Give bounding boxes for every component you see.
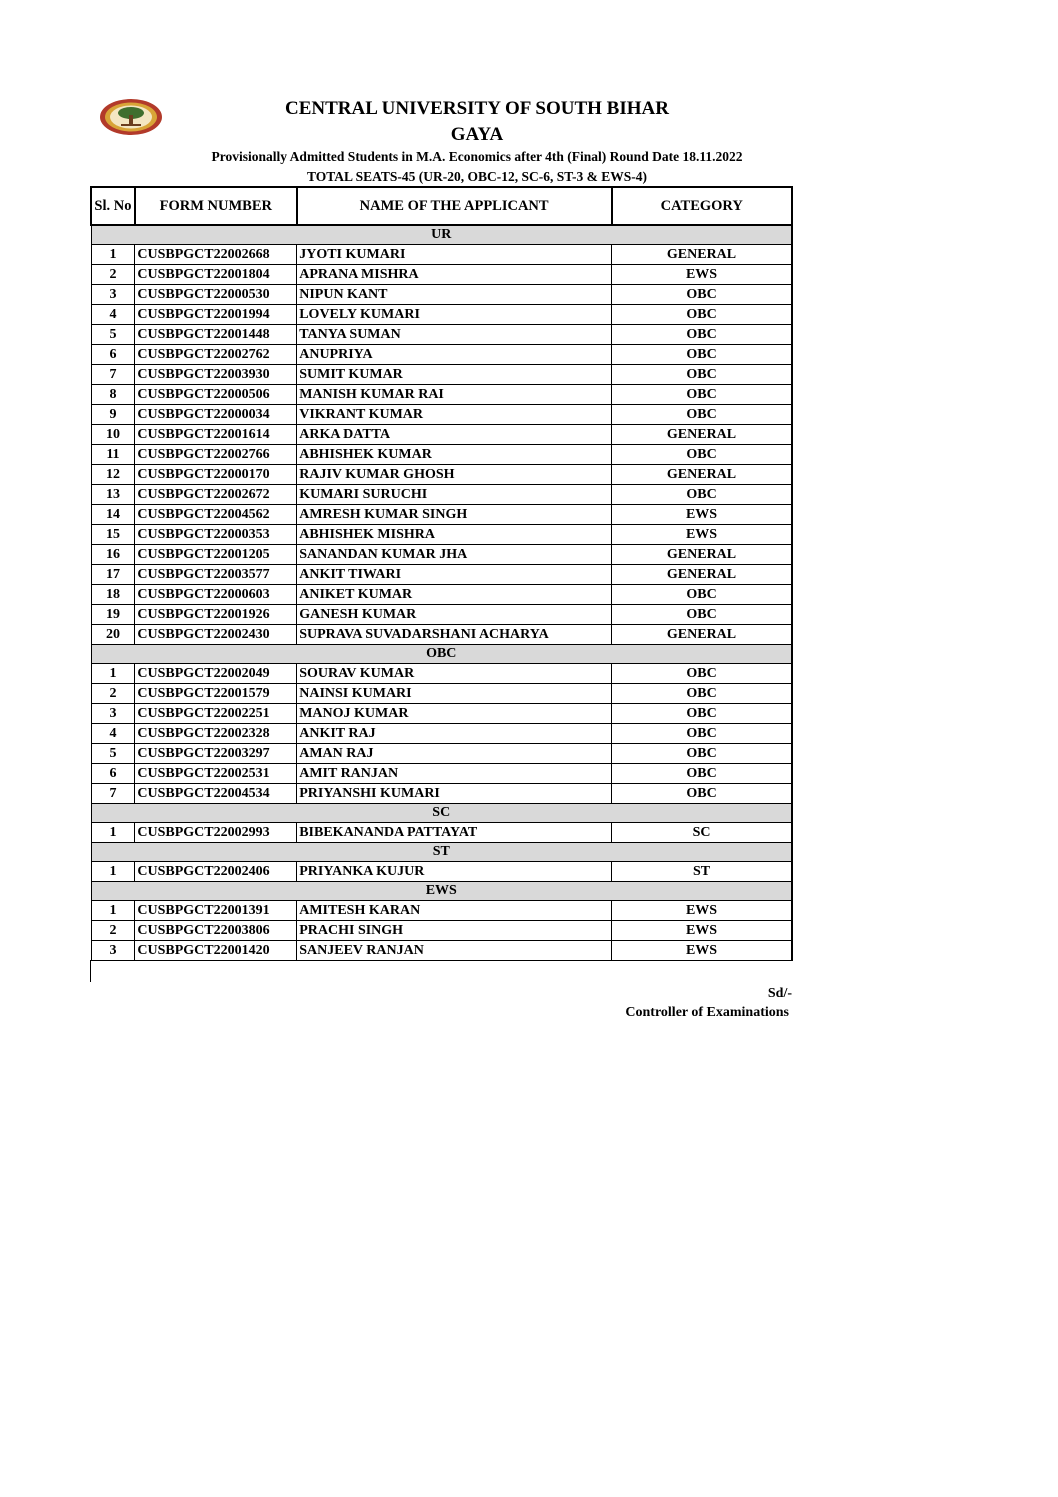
sl-no-cell: 3: [91, 941, 135, 961]
table-row: [91, 305, 792, 325]
section-header-row: [91, 843, 792, 862]
sl-no-cell: 3: [91, 285, 135, 305]
form-number-cell: CUSBPGCT22003577: [135, 565, 297, 585]
category-cell: OBC: [612, 285, 792, 305]
sl-no-cell: 5: [91, 325, 135, 345]
table-body: [91, 225, 792, 961]
table-row: [91, 704, 792, 724]
form-number-cell: CUSBPGCT22002251: [135, 704, 297, 724]
table-row: [91, 425, 792, 445]
applicant-name-cell: VIKRANT KUMAR: [297, 405, 612, 425]
table-row: [91, 565, 792, 585]
sl-no-header: Sl. No: [91, 187, 135, 225]
applicant-name-cell: JYOTI KUMARI: [297, 245, 612, 265]
applicant-name-cell: BIBEKANANDA PATTAYAT: [297, 823, 612, 843]
section-label: OBC: [91, 645, 792, 664]
applicant-name-cell: PRACHI SINGH: [297, 921, 612, 941]
category-cell: EWS: [612, 265, 792, 285]
category-cell: EWS: [612, 505, 792, 525]
category-cell: GENERAL: [612, 565, 792, 585]
applicant-name-cell: ANUPRIYA: [297, 345, 612, 365]
applicant-name-cell: ARKA DATTA: [297, 425, 612, 445]
form-number-cell: CUSBPGCT22001804: [135, 265, 297, 285]
applicant-name-cell: SUPRAVA SUVADARSHANI ACHARYA: [297, 625, 612, 645]
category-cell: GENERAL: [612, 545, 792, 565]
category-cell: OBC: [612, 744, 792, 764]
form-number-cell: CUSBPGCT22003297: [135, 744, 297, 764]
form-number-cell: CUSBPGCT22000170: [135, 465, 297, 485]
table-row: [91, 684, 792, 704]
sl-no-cell: 3: [91, 704, 135, 724]
category-cell: OBC: [612, 585, 792, 605]
form-number-cell: CUSBPGCT22002672: [135, 485, 297, 505]
table-row: [91, 625, 792, 645]
form-number-cell: CUSBPGCT22001391: [135, 901, 297, 921]
category-cell: OBC: [612, 485, 792, 505]
form-number-cell: CUSBPGCT22003806: [135, 921, 297, 941]
sl-no-cell: 1: [91, 862, 135, 882]
table-row: [91, 764, 792, 784]
section-label: SC: [91, 804, 792, 823]
form-number-cell: CUSBPGCT22004562: [135, 505, 297, 525]
sl-no-cell: 1: [91, 664, 135, 684]
table-row: [91, 385, 792, 405]
category-cell: OBC: [612, 764, 792, 784]
form-number-cell: CUSBPGCT22002406: [135, 862, 297, 882]
section-header-row: [91, 804, 792, 823]
applicant-name-cell: GANESH KUMAR: [297, 605, 612, 625]
category-cell: EWS: [612, 525, 792, 545]
table-row: [91, 525, 792, 545]
applicant-name-cell: ABHISHEK KUMAR: [297, 445, 612, 465]
form-number-cell: CUSBPGCT22003930: [135, 365, 297, 385]
table-row: [91, 823, 792, 843]
table-left-rule: [90, 960, 91, 982]
notice-subtitle: Provisionally Admitted Students in M.A. Economics after 4th (Final) Round Date 18.11.2022: [211, 149, 743, 164]
applicant-name-header: NAME OF THE APPLICANT: [297, 187, 612, 225]
applicant-name-cell: PRIYANSHI KUMARI: [297, 784, 612, 804]
sl-no-cell: 9: [91, 405, 135, 425]
table-row: [91, 365, 792, 385]
table-row: [91, 585, 792, 605]
applicant-name-cell: PRIYANKA KUJUR: [297, 862, 612, 882]
category-cell: OBC: [612, 325, 792, 345]
category-cell: OBC: [612, 784, 792, 804]
sl-no-cell: 7: [91, 365, 135, 385]
applicant-name-cell: ANIKET KUMAR: [297, 585, 612, 605]
category-cell: OBC: [612, 385, 792, 405]
table-row: [91, 245, 792, 265]
sl-no-cell: 17: [91, 565, 135, 585]
category-cell: GENERAL: [612, 465, 792, 485]
table-row: [91, 724, 792, 744]
table-row: [91, 265, 792, 285]
category-cell: EWS: [612, 941, 792, 961]
applicant-name-cell: SUMIT KUMAR: [297, 365, 612, 385]
table-row: [91, 921, 792, 941]
form-number-cell: CUSBPGCT22002762: [135, 345, 297, 365]
table-row: [91, 445, 792, 465]
form-number-cell: CUSBPGCT22002766: [135, 445, 297, 465]
category-cell: GENERAL: [612, 625, 792, 645]
sl-no-cell: 1: [91, 245, 135, 265]
sl-no-cell: 19: [91, 605, 135, 625]
sl-no-cell: 8: [91, 385, 135, 405]
table-row: [91, 545, 792, 565]
sl-no-cell: 18: [91, 585, 135, 605]
table-row: [91, 325, 792, 345]
sl-no-cell: 4: [91, 305, 135, 325]
applicant-name-cell: KUMARI SURUCHI: [297, 485, 612, 505]
form-number-cell: CUSBPGCT22001614: [135, 425, 297, 445]
applicant-name-cell: MANISH KUMAR RAI: [297, 385, 612, 405]
table-row: [91, 744, 792, 764]
table-header-row: [91, 187, 792, 225]
category-cell: EWS: [612, 901, 792, 921]
designation: Controller of Examinations: [625, 1005, 789, 1020]
table-row: [91, 901, 792, 921]
form-number-cell: CUSBPGCT22001420: [135, 941, 297, 961]
form-number-cell: CUSBPGCT22001205: [135, 545, 297, 565]
category-cell: OBC: [612, 445, 792, 465]
form-number-cell: CUSBPGCT22004534: [135, 784, 297, 804]
applicant-name-cell: AMAN RAJ: [297, 744, 612, 764]
table-row: [91, 784, 792, 804]
applicant-name-cell: SANJEEV RANJAN: [297, 941, 612, 961]
table-row: [91, 664, 792, 684]
category-cell: OBC: [612, 664, 792, 684]
sl-no-cell: 1: [91, 823, 135, 843]
sl-no-cell: 12: [91, 465, 135, 485]
applicant-name-cell: NIPUN KANT: [297, 285, 612, 305]
table-row: [91, 862, 792, 882]
applicant-name-cell: AMIT RANJAN: [297, 764, 612, 784]
section-label: ST: [91, 843, 792, 862]
table-row: [91, 485, 792, 505]
sl-no-cell: 7: [91, 784, 135, 804]
sl-no-cell: 1: [91, 901, 135, 921]
table-row: [91, 345, 792, 365]
sl-no-cell: 4: [91, 724, 135, 744]
sl-no-cell: 2: [91, 921, 135, 941]
university-name: CENTRAL UNIVERSITY OF SOUTH BIHAR: [285, 98, 669, 119]
section-label: UR: [91, 225, 792, 245]
category-cell: ST: [612, 862, 792, 882]
section-label: EWS: [91, 882, 792, 901]
applicant-name-cell: SOURAV KUMAR: [297, 664, 612, 684]
applicant-name-cell: SANANDAN KUMAR JHA: [297, 545, 612, 565]
category-cell: OBC: [612, 605, 792, 625]
sl-no-cell: 2: [91, 265, 135, 285]
sl-no-cell: 15: [91, 525, 135, 545]
sl-no-cell: 6: [91, 345, 135, 365]
form-number-cell: CUSBPGCT22002430: [135, 625, 297, 645]
category-cell: OBC: [612, 724, 792, 744]
sl-no-cell: 14: [91, 505, 135, 525]
applicant-name-cell: ABHISHEK MISHRA: [297, 525, 612, 545]
applicant-name-cell: RAJIV KUMAR GHOSH: [297, 465, 612, 485]
form-number-cell: CUSBPGCT22002049: [135, 664, 297, 684]
form-number-header: FORM NUMBER: [135, 187, 297, 225]
category-cell: OBC: [612, 704, 792, 724]
sl-no-cell: 13: [91, 485, 135, 505]
category-cell: GENERAL: [612, 425, 792, 445]
form-number-cell: CUSBPGCT22000530: [135, 285, 297, 305]
sl-no-cell: 2: [91, 684, 135, 704]
category-cell: OBC: [612, 684, 792, 704]
signature: Sd/-: [767, 986, 792, 1001]
table-row: [91, 465, 792, 485]
table-row: [91, 941, 792, 961]
section-header-row: [91, 225, 792, 245]
applicant-name-cell: TANYA SUMAN: [297, 325, 612, 345]
category-cell: SC: [612, 823, 792, 843]
form-number-cell: CUSBPGCT22002993: [135, 823, 297, 843]
category-cell: OBC: [612, 305, 792, 325]
form-number-cell: CUSBPGCT22001448: [135, 325, 297, 345]
form-number-cell: CUSBPGCT22002668: [135, 245, 297, 265]
section-header-row: [91, 882, 792, 901]
table-row: [91, 605, 792, 625]
category-cell: OBC: [612, 345, 792, 365]
total-seats: TOTAL SEATS-45 (UR-20, OBC-12, SC-6, ST-3 & EWS-4): [306, 169, 648, 184]
category-header: CATEGORY: [612, 187, 792, 225]
category-cell: OBC: [612, 365, 792, 385]
applicant-name-cell: MANOJ KUMAR: [297, 704, 612, 724]
applicant-name-cell: AMITESH KARAN: [297, 901, 612, 921]
form-number-cell: CUSBPGCT22002531: [135, 764, 297, 784]
form-number-cell: CUSBPGCT22000034: [135, 405, 297, 425]
sl-no-cell: 5: [91, 744, 135, 764]
category-cell: OBC: [612, 405, 792, 425]
form-number-cell: CUSBPGCT22002328: [135, 724, 297, 744]
sl-no-cell: 6: [91, 764, 135, 784]
applicant-name-cell: ANKIT RAJ: [297, 724, 612, 744]
sl-no-cell: 20: [91, 625, 135, 645]
form-number-cell: CUSBPGCT22001926: [135, 605, 297, 625]
sl-no-cell: 16: [91, 545, 135, 565]
applicant-name-cell: APRANA MISHRA: [297, 265, 612, 285]
section-header-row: [91, 645, 792, 664]
applicant-name-cell: LOVELY KUMARI: [297, 305, 612, 325]
table-row: [91, 505, 792, 525]
form-number-cell: CUSBPGCT22000353: [135, 525, 297, 545]
form-number-cell: CUSBPGCT22000506: [135, 385, 297, 405]
table-row: [91, 285, 792, 305]
applicant-name-cell: NAINSI KUMARI: [297, 684, 612, 704]
category-cell: EWS: [612, 921, 792, 941]
sl-no-cell: 10: [91, 425, 135, 445]
table-row: [91, 405, 792, 425]
city-name: GAYA: [450, 124, 504, 145]
form-number-cell: CUSBPGCT22001994: [135, 305, 297, 325]
category-cell: GENERAL: [612, 245, 792, 265]
admission-table: [90, 186, 793, 961]
form-number-cell: CUSBPGCT22000603: [135, 585, 297, 605]
form-number-cell: CUSBPGCT22001579: [135, 684, 297, 704]
applicant-name-cell: AMRESH KUMAR SINGH: [297, 505, 612, 525]
sl-no-cell: 11: [91, 445, 135, 465]
applicant-name-cell: ANKIT TIWARI: [297, 565, 612, 585]
